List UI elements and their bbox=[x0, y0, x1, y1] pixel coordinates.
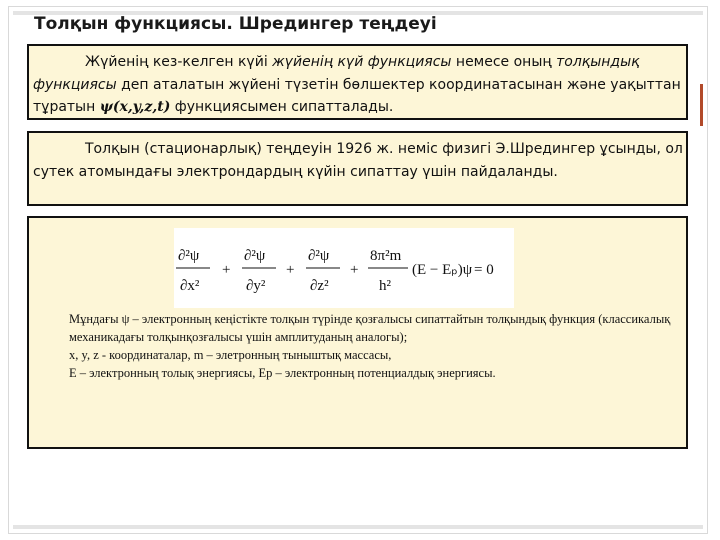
equation-box bbox=[27, 216, 688, 449]
history-box bbox=[27, 131, 688, 206]
definition-italic-2: толқындық функциясы bbox=[33, 54, 640, 93]
definition-part-4: функциясымен сипатталады. bbox=[170, 99, 394, 115]
definition-italic-1: жүйенің күй функциясы bbox=[272, 54, 452, 70]
equals-zero: = 0 bbox=[474, 262, 494, 278]
definition-part-2: немесе оның bbox=[451, 54, 557, 70]
description-energy: E – электронның толық энергиясы, Eр – электронның потенциалдық энергиясы. bbox=[69, 366, 496, 380]
definition-part-1: Жүйенің кез-келген күйі bbox=[85, 54, 273, 70]
plus-sign-3: + bbox=[350, 262, 359, 278]
psi-function: ψ(x,y,z,t) bbox=[99, 99, 171, 115]
definition-box bbox=[27, 44, 688, 120]
term-y-denominator: ∂y² bbox=[246, 278, 266, 294]
schrodinger-equation bbox=[174, 228, 514, 308]
definition-part-3: деп аталатын жүйені түзетін бөлшектер координатасынан және уақыттан тұратын bbox=[33, 76, 681, 115]
equation-graphic bbox=[174, 228, 514, 308]
plus-sign-1: + bbox=[222, 262, 231, 278]
coefficient-denominator: h² bbox=[379, 278, 391, 294]
coefficient-numerator: 8π²m bbox=[370, 248, 402, 264]
term-z-denominator: ∂z² bbox=[310, 278, 329, 294]
slide-title: Толқын функциясы. Шредингер теңдеуі bbox=[34, 14, 437, 34]
definition-text bbox=[33, 51, 686, 119]
description-psi: Мұндағы ψ – электронның кеңістікте толқын түрінде қозғалысы сипаттайтын толқындық функция (классикалық механикадағы толқынқозғалысы үшін амплитуданың аналогы); bbox=[69, 312, 671, 344]
plus-sign-2: + bbox=[286, 262, 295, 278]
side-marker bbox=[700, 84, 703, 126]
history-text bbox=[33, 138, 686, 183]
term-y-numerator: ∂²ψ bbox=[244, 248, 266, 264]
bottom-accent-bar bbox=[13, 525, 703, 529]
energy-term: (E − Eₚ)ψ bbox=[412, 262, 473, 278]
term-x-denominator: ∂x² bbox=[180, 278, 200, 294]
description-coordinates: x, y, z - координаталар, m – элетронның тыныштық массасы, bbox=[69, 348, 392, 362]
term-z-numerator: ∂²ψ bbox=[308, 248, 330, 264]
term-x-numerator: ∂²ψ bbox=[178, 248, 200, 264]
equation-description bbox=[35, 310, 687, 382]
history-sentence: Толқын (стационарлық) теңдеуін 1926 ж. неміс физигі Э.Шредингер ұсынды, ол сутек атомындағы электрондардың күйін сипаттау үшін пайдаланды. bbox=[33, 141, 683, 180]
